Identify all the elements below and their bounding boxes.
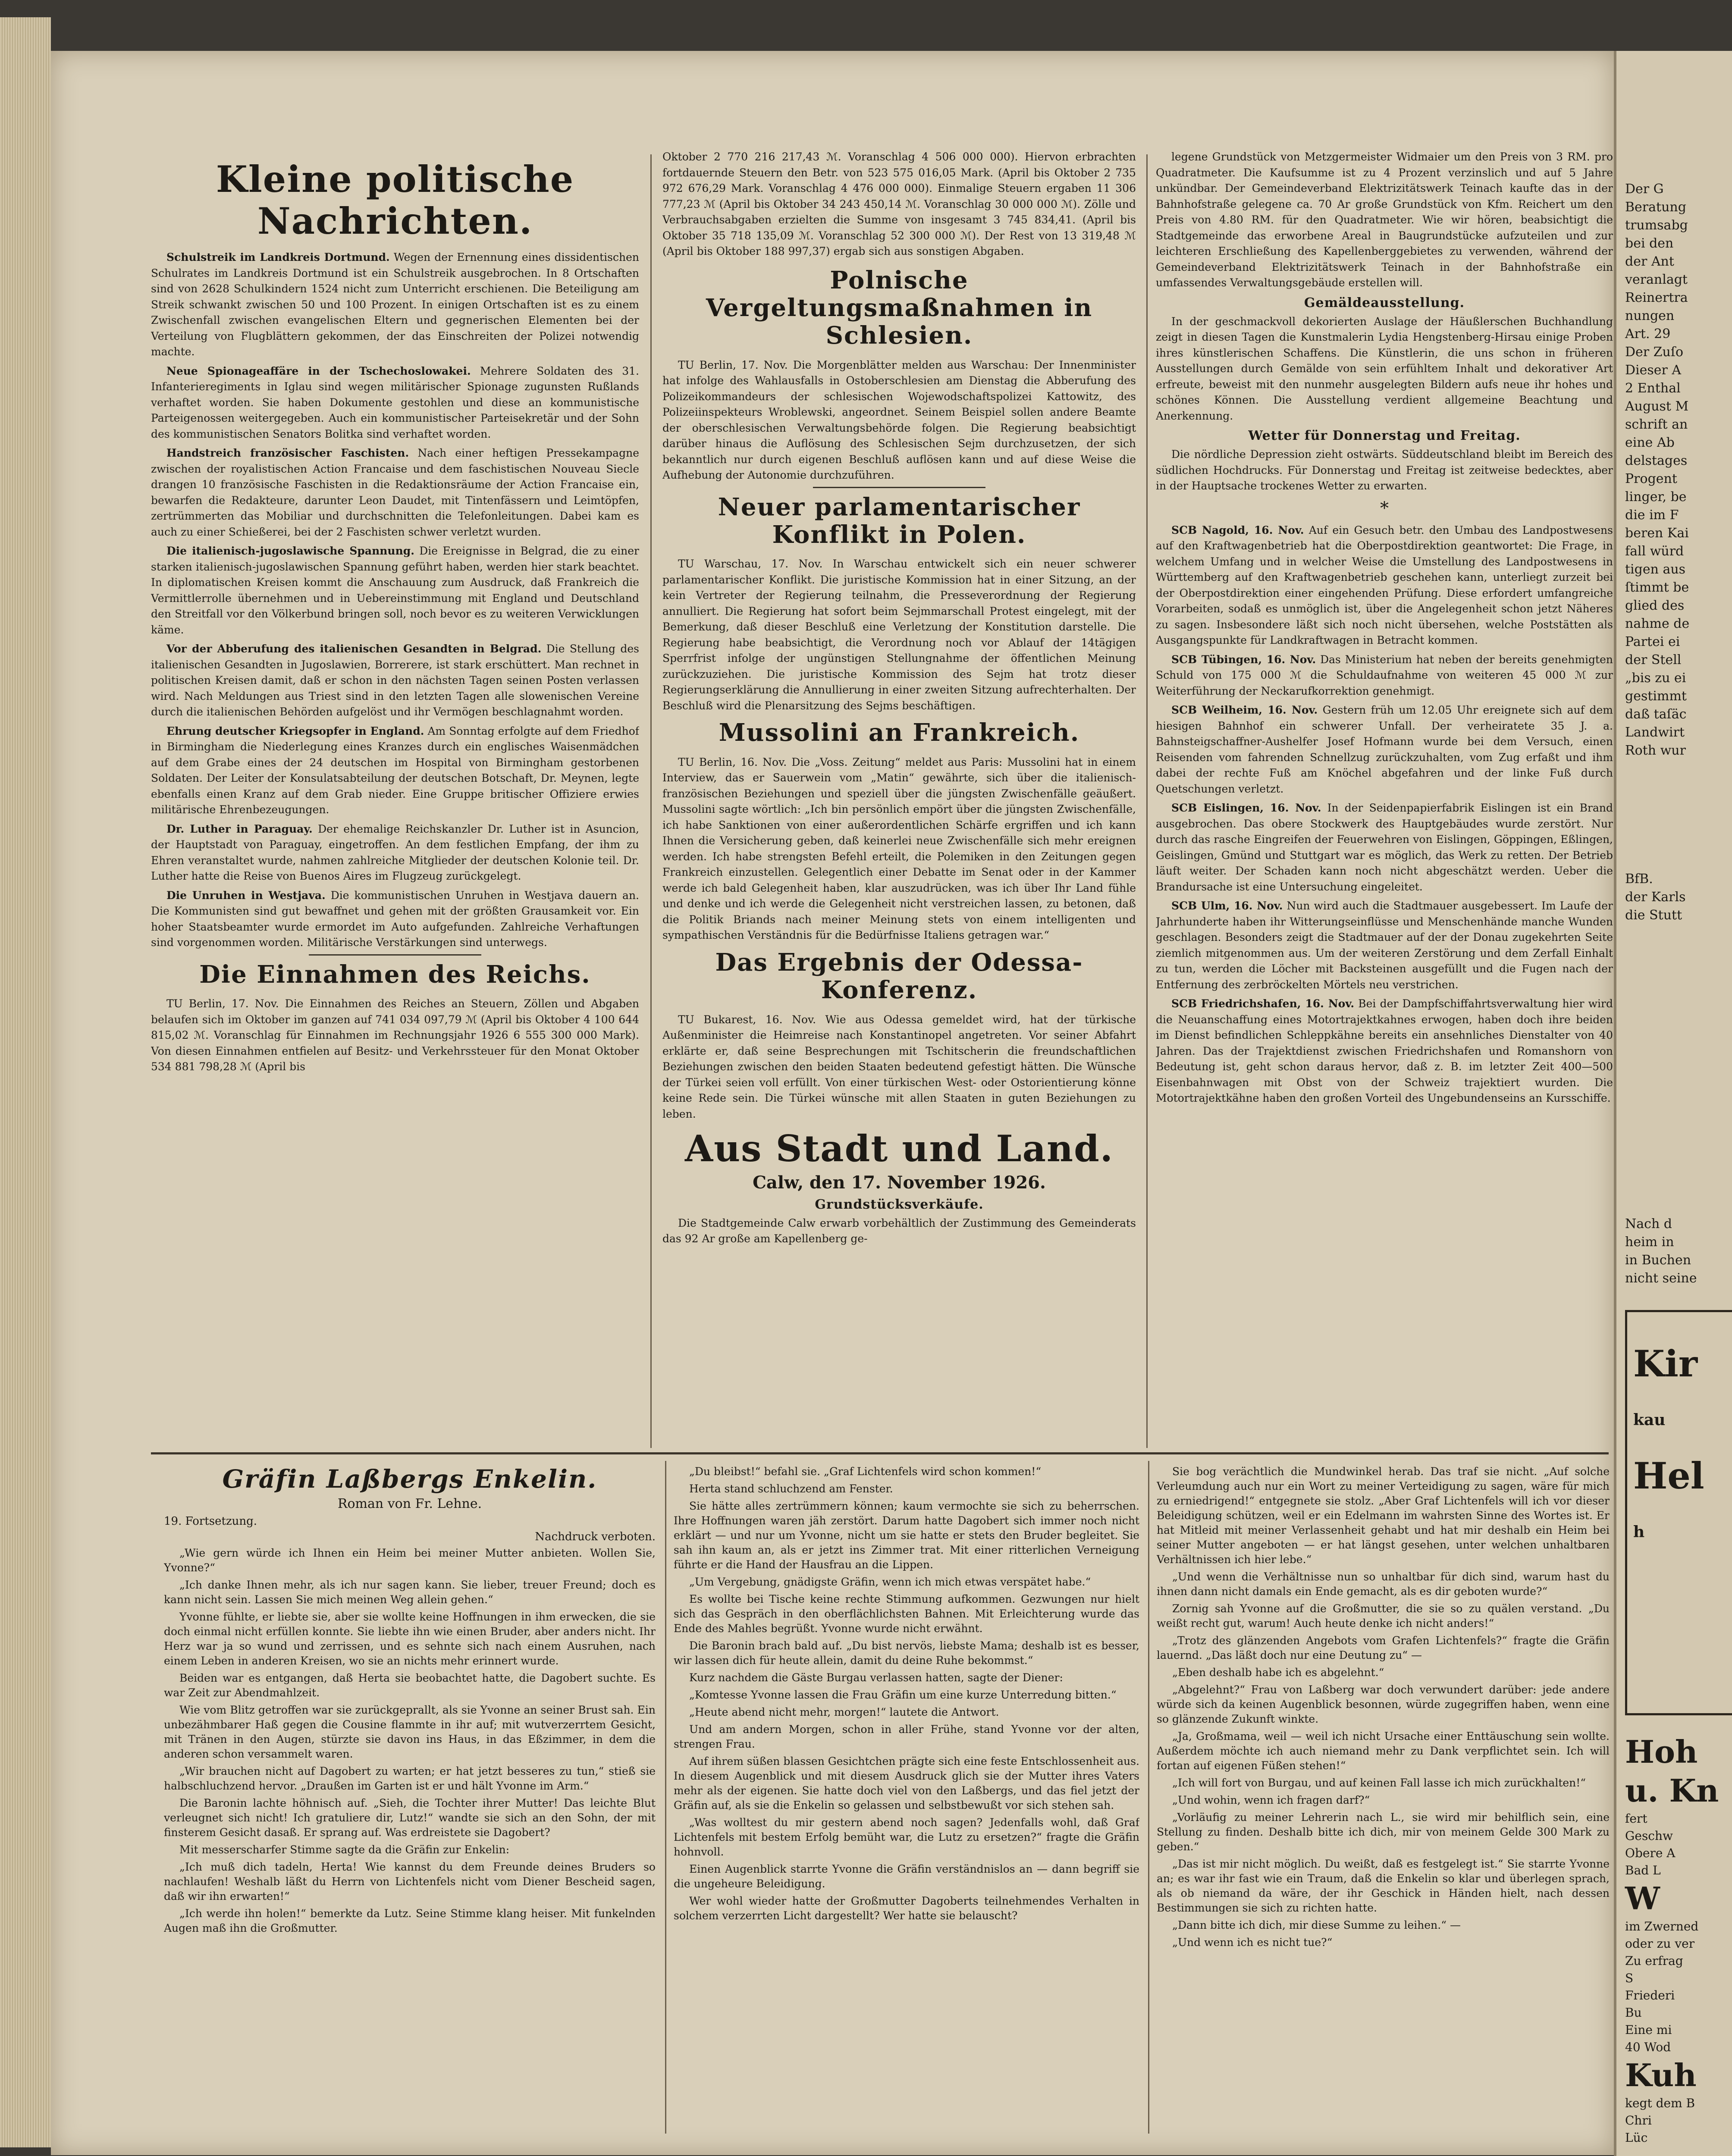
next-page-line: schrift an	[1625, 417, 1688, 432]
novel-paragraph: „Wie gern würde ich Ihnen ein Heim bei meiner Mutter anbieten. Wollen Sie, Yvonne?“	[164, 1547, 656, 1574]
next-page-line: Art. 29	[1625, 326, 1671, 342]
next-page-line: Dieser A	[1625, 363, 1682, 378]
article-paragraph	[151, 724, 639, 818]
next-page-line: ſtimmt be	[1625, 580, 1689, 595]
next-page-line: August M	[1625, 399, 1689, 414]
novel-paragraph: Mit messerscharfer Stimme sagte da die Gräfin zur Enkelin:	[179, 1843, 510, 1856]
next-page-ad-line: Chri	[1625, 2113, 1652, 2128]
next-page-text-low	[1625, 1215, 1697, 1288]
novel-paragraph: Wer wohl wieder hatte der Großmutter Dagoberts teilnehmendes Verhalten in solchem verzerrten Licht dargestellt? Wer hatte sie belauscht?	[674, 1895, 1139, 1922]
next-page-line: fall würd	[1625, 544, 1684, 559]
article-body: Bei der Dampfschiffahrtsverwaltung hier wird die Neuanschaffung eines Motortrajektkahnes erwogen, haben doch ihre beiden im Dienst befindlichen Schleppkähne bereits ein ansehnliches Dienstalter von 40 Jahren. Das der Trajektdienst zwischen Friedrichshafen und Romanshorn von Bedeutung ist, geht schon daraus hervor, daß z. B. im letzter Zeit 400—500 Eisenbahnwagen mit Obst von der Schweiz trajektiert wurden. Die Motortrajektkähne haben den großen Vorteil des Ungebundenseins an Kursschiffe.	[1156, 997, 1613, 1104]
next-page-line: eine Ab	[1625, 435, 1675, 450]
article-lead: Neue Spionageaffäre in der Tschechoslowakei.	[166, 364, 471, 377]
article-lead: SCB Friedrichshafen, 16. Nov.	[1171, 997, 1355, 1010]
col3-ausstellung	[1156, 314, 1613, 424]
next-page-line: Roth wur	[1625, 743, 1686, 758]
next-page-ad-line: Eine mi	[1625, 2023, 1672, 2037]
next-page-ad-line: Kir	[1633, 1342, 1698, 1385]
novel-text-a	[164, 1546, 656, 1936]
article-paragraph: In der geschmackvoll dekorierten Auslage der Häußlerschen Buchhandlung zeigt in diesen Tagen die Kunstmalerin Lydia Hengstenberg-Hirsau einige Proben ihres künstlerischen Schaffens. Die Künstlerin, die uns schon in früheren Ausstellungen durch Gemälde von sein erfühltem Inhalt und dekorativer Art erfreute, beweist mit den nunmehr ausgelegten Bildern aufs neue ihr hohes und schönes Können. Die Ausstellung verdient allgemeine Beachtung und Anerkennung.	[1156, 315, 1613, 422]
novel-installment: 19. Fortsetzung.	[164, 1515, 257, 1528]
next-page-line: Reinertra	[1625, 290, 1688, 305]
column-3	[1156, 149, 1613, 1443]
next-page-line: nicht seine	[1625, 1271, 1697, 1286]
headline-odessa-konferenz: Das Ergebnis der Odessa-Konferenz.	[715, 948, 1083, 1005]
next-page-ad-line: 40 Wod	[1625, 2040, 1671, 2054]
column-1	[151, 159, 639, 1444]
next-page-line: heim in	[1625, 1235, 1674, 1250]
next-page-edge	[1614, 51, 1732, 2156]
novel-column-1	[164, 1464, 656, 2146]
novel-paragraph: Sie bog verächtlich die Mundwinkel herab. Das traf sie nicht. „Auf solche Verleumdung auch nur ein Wort zu meiner Verteidigung zu sagen, wäre für mich zu erniedrigend!“ entgegnete sie stolz. „Aber Graf Lichtenfels will ich vor dieser Beleidigung schützen, weil er ein Edelmann im wahrsten Sinne des Wortes ist. Er hat Mitleid mit meiner Verlassenheit gehabt und hat mir deshalb ein Heim bei seiner Mutter angeboten — er hat längst gesehen, unter welchen unhaltbaren Verhältnissen ich hier lebe.“	[1157, 1465, 1610, 1566]
novel-paragraph: Beiden war es entgangen, daß Herta sie beobachtet hatte, die Dagobert suchte. Es war Zeit zur Abendmahlzeit.	[164, 1672, 656, 1699]
article-body: Nach einer heftigen Pressekampagne zwischen der royalistischen Action Francaise und dem faschistischen Nouveau Siecle drangen 10 französische Faschisten in die Redaktionsräume der Action Francaise ein, bewarfen die Redakteure, darunter Leon Daudet, mit Tintenfässern und Leimtöpfen, zertrümmerten das Mobiliar und durchschnitten die Telefonleitungen. Dabei kam es auch zu einer Schießerei, bei der 2 Faschisten schwer verletzt wurden.	[151, 447, 639, 538]
novel-column-3	[1157, 1464, 1610, 2146]
column-2	[662, 149, 1136, 1443]
page-stack-edge	[0, 17, 51, 2147]
article-lead: SCB Ulm, 16. Nov.	[1171, 899, 1283, 912]
next-page-line: trumsabg	[1625, 218, 1688, 233]
article-paragraph	[151, 888, 639, 951]
article-body: Wegen der Ernennung eines dissidentischen Schulrates im Landkreis Dortmund ist ein Schulstreik ausgebrochen. In 8 Ortschaften sind von 2628 Schulkindern 1524 nicht zum Unterricht erschienen. Die Beteiligung am Streik schwankt zwischen 50 und 100 Prozent. In einigen Ortschaften ist es zu einem Zwischenfall zwischen evangelischen Eltern und gegnerischen Elementen bei der Verteilung von Flugblättern gekommen, der das Einschreiten der Polizei notwendig machte.	[151, 251, 639, 358]
article-lead: Ehrung deutscher Kriegsopfer in England.	[166, 724, 424, 737]
next-page-ad-line: kau	[1633, 1411, 1666, 1429]
next-page-line: der Ant	[1625, 254, 1674, 269]
col3-regional-news	[1156, 523, 1613, 1106]
novel-paragraph: Es wollte bei Tische keine rechte Stimmung aufkommen. Gezwungen nur hielt sich das Gespräch in den oberflächlichsten Bahnen. Mit Erleichterung wurde das Ende des Mahles begrüßt. Yvonne wurde nicht erwähnt.	[674, 1593, 1139, 1635]
novel-paragraph: „Trotz des glänzenden Angebots vom Grafen Lichtenfels?“ fragte die Gräfin lauernd. „Das läßt doch nur eine Deutung zu“ —	[1157, 1634, 1610, 1661]
article-body: Das Ministerium hat neben der bereits genehmigten Schuld von 175 000 ℳ die Schuldaufnahme von weiteren 45 000 ℳ zur Weiterführung der Neckarufkorrektion genehmigt.	[1156, 653, 1613, 697]
headline-kleine-politische-nachrichten: Kleine politische Nachrichten.	[216, 159, 574, 242]
article-body: Auf ein Gesuch betr. den Umbau des Landpostwesens auf den Kraftwagenbetrieb hat die Oberpostdirektion geantwortet: Die Frage, in welchem Umfang und in welcher Weise die Umstellung des Landpostwesens in Württemberg auf den Kraftwagenbetrieb geschehen kann, unterliegt zurzeit bei der Oberpostdirektion einer eingehenden Prüfung. Diese erfordert umfangreiche Vorarbeiten, sodaß es unmöglich ist, über die Angelegenheit schon jetzt Näheres zu sagen. Insbesondere läßt sich noch nicht übersehen, welche Poststätten als Ausgangspunkte für Landkraftwagen in Betracht kommen.	[1156, 523, 1613, 646]
novel-paragraph: „Wir brauchen nicht auf Dagobert zu warten; er hat jetzt besseres zu tun,“ stieß sie halbschluchzend hervor. „Draußen im Garten ist er und hält Yvonne im Arm.“	[164, 1765, 656, 1792]
headline-einnahmen: Die Einnahmen des Reichs.	[199, 960, 591, 989]
section-rule	[813, 487, 985, 488]
next-page-line: veranlagt	[1625, 272, 1688, 287]
article-lead: SCB Nagold, 16. Nov.	[1171, 523, 1304, 536]
next-page-ad-line: W	[1625, 1880, 1660, 1917]
article-lead: SCB Eislingen, 16. Nov.	[1171, 802, 1321, 814]
next-page-ad-text	[1627, 1312, 1732, 1562]
next-page-line: der Karls	[1625, 890, 1686, 905]
novel-paragraph: „Das ist mir nicht möglich. Du weißt, daß es festgelegt ist.“ Sie starrte Yvonne an; es war ihr fast wie ein Traum, daß die Enkelin so klar und überlegen sprach, als ob niemand da wäre, der ihr Geschick in Händen hielt, nach dessen Bestimmungen sie sich zu richten hatte.	[1157, 1858, 1610, 1914]
article-body: Mehrere Soldaten des 31. Infanterieregiments in Iglau sind wegen militärischer Spionage zugunsten Rußlands verhaftet worden. Sie haben Dokumente gestohlen und diese an kommunistische Parteigenossen weitergegeben. Auch ein kommunistischer Parteisekretär und der Sohn des kommunistischen Senators Bolitka sind verhaftet worden.	[151, 364, 639, 440]
novel-text-c	[1157, 1464, 1610, 1950]
next-page-ad-box	[1625, 1310, 1732, 1715]
article-einnahmen-continued: Oktober 2 770 216 217,43 ℳ. Voranschlag 4 506 000 000). Hiervon erbrachten fortdauernde Steuern den Betr. von 523 575 016,05 Mark. (April bis Oktober 2 735 972 676,29 Mark. Voranschlag 4 476 000 000). Einmalige Steuern ergaben 11 306 777,23 ℳ (April bis Oktober 34 243 450,14 ℳ. Voranschlag 30 000 000 ℳ). Zölle und Verbrauchsabgaben erzielten die Summe von insgesamt 3 745 834,41. (April bis Oktober 35 718 135,09 ℳ. Voranschlag 52 300 000 ℳ). Der Rest von 13 319,48 ℳ (April bis Oktober 188 997,37) ergab sich aus sonstigen Abgaben.	[662, 150, 1136, 257]
novel-paragraph: „Heute abend nicht mehr, morgen!“ lautete die Antwort.	[689, 1706, 999, 1718]
article-einnahmen: TU Berlin, 17. Nov. Die Einnahmen des Reiches an Steuern, Zöllen und Abgaben belaufen sich im Oktober im ganzen auf 741 034 097,79 ℳ (April bis Oktober 4 100 644 815,02 ℳ. Voranschlag für Einnahmen im Rechnungsjahr 1926 6 555 300 000 Mark). Von diesen Einnahmen entfielen auf Besitz- und Verkehrssteuer für den Monat Oktober 534 881 798,28 ℳ (April bis	[151, 997, 639, 1073]
novel-paragraph: „Dann bitte ich dich, mir diese Summe zu leihen.“ —	[1172, 1919, 1461, 1931]
article-lead: Handstreich französischer Faschisten.	[166, 447, 409, 460]
next-page-line: „bis zu ei	[1625, 671, 1686, 686]
article-polnische-vergeltung: TU Berlin, 17. Nov. Die Morgenblätter melden aus Warschau: Der Innenminister hat infolge des Wahlausfalls in Ostoberschlesien am Dienstag die Abberufung des Polizeikommandeurs der schlesischen Wojewodschaftspolizei Kattowitz, des Polizeiinspekteurs Wroblewski, angeordnet. Seinem Beispiel sollen andere Beamte der oberschlesischen Verwaltungsbehörde folgen. Die Regierung beabsichtigt darüber hinaus die Auflösung des Schlesischen Sejm durchzusetzen, der sich bekanntlich nur durch eigenen Beschluß auflösen kann und auf diese Weise die Aufhebung der Autonomie durchzuführen.	[662, 358, 1136, 482]
novel-paragraph: „Ja, Großmama, weil — weil ich nicht Ursache einer Enttäuschung sein wollte. Außerdem möchte ich auch niemand mehr zu Dank verpflichtet sein. Ich will fortan auf eigenen Füßen stehen!“	[1157, 1730, 1610, 1772]
novel-paragraph: Die Baronin brach bald auf. „Du bist nervös, liebste Mama; deshalb ist es besser, wir lassen dich für heute allein, damit du deine Ruhe bekommst.“	[674, 1639, 1139, 1667]
article-body: Die Ereignisse in Belgrad, die zu einer starken italienisch-jugoslawischen Spannung geführt haben, werden hier stark beachtet. In diplomatischen Kreisen kommt die Anschauung zum Ausdruck, daß Frankreich die Vermittlerrolle übernehmen und in Uebereinstimmung mit England und Deutschland den Streitfall vor den Völkerbund bringen soll, noch bevor es zu weiteren Verwicklungen käme.	[151, 545, 639, 636]
novel-paragraph: „Und wenn die Verhältnisse nun so unhaltbar für dich sind, warum hast du ihnen dann nicht damals ein Ende gemacht, als es dir geboten wurde?“	[1157, 1570, 1610, 1598]
next-page-ad-line: Kuh	[1625, 2057, 1697, 2093]
novel-paragraph: „Ich werde ihn holen!“ bemerkte da Lutz. Seine Stimme klang heiser. Mit funkelnden Augen maß ihn die Großmutter.	[164, 1907, 656, 1934]
col1-articles	[151, 250, 639, 951]
article-paragraph	[151, 445, 639, 540]
article-paragraph	[1156, 652, 1613, 699]
next-page-line: in Buchen	[1625, 1253, 1691, 1268]
next-page-ad-line: Geschw	[1625, 1829, 1673, 1843]
novel-paragraph: Zornig sah Yvonne auf die Großmutter, die sie so zu quälen verstand. „Du weißt recht gut, warum! Auch heute denke ich nicht anders!“	[1157, 1602, 1610, 1630]
next-page-line: bei den	[1625, 236, 1674, 251]
next-page-line: die Stutt	[1625, 908, 1682, 923]
novel-divider-1	[665, 1461, 666, 2134]
next-page-line: der Stell	[1625, 652, 1682, 667]
novel-column-2	[674, 1464, 1139, 2146]
next-page-text-top	[1625, 180, 1689, 760]
next-page-line: Der G	[1625, 182, 1664, 197]
article-body: Nun wird auch die Stadtmauer ausgebessert. Im Laufe der Jahrhunderte haben ihr Witterungseinflüsse und Menschenhände manche Wunden geschlagen. Besonders zeigt die Stadtmauer auf der der Donau zugekehrten Seite ziemlich mitgenommen aus. Um der weiteren Zerstörung und dem Zerfall Einhalt zu tun, werden die Löcher mit Backsteinen ausgefüllt und die Fugen nach der Entfernung des zerbröckelten Mörtels neu verstrichen.	[1156, 899, 1613, 991]
novel-paragraph: Sie hätte alles zertrümmern können; kaum vermochte sie sich zu beherrschen. Ihre Hoffnungen waren jäh zerstört. Darum hatte Dagobert sich immer noch nicht erklärt — und nur um Yvonne, nicht um sie hatte er stets den Bruder begleitet. Sie sah ihn kaum an, als er jetzt ins Zimmer trat. Mit einer ritterlichen Verneigung führte er die Hand der Hausfrau an die Lippen.	[674, 1500, 1139, 1571]
next-page-line: Progent	[1625, 471, 1677, 486]
headline-polnische-vergeltung: Polnische Vergeltungsmaßnahmen in Schlesien.	[706, 266, 1093, 350]
next-page-ad-line: im Zwerned	[1625, 1919, 1699, 1934]
novel-paragraph: „Ich muß dich tadeln, Herta! Wie kannst du dem Freunde deines Bruders so nachlaufen! Weshalb läßt du Herrn von Lichtenfels nicht vom Diener Bescheid sagen, daß wir ihn erwarten!“	[164, 1861, 656, 1902]
novel-paragraph: „Du bleibst!“ befahl sie. „Graf Lichtenfels wird schon kommen!“	[689, 1465, 1042, 1478]
novel-paragraph: Und am andern Morgen, schon in aller Frühe, stand Yvonne vor der alten, strengen Frau.	[674, 1723, 1139, 1750]
next-page-line: Partei ei	[1625, 634, 1680, 649]
article-paragraph	[1156, 702, 1613, 797]
subhead-wetter: Wetter für Donnerstag und Freitag.	[1248, 428, 1521, 443]
next-page-line: 2 Enthal	[1625, 381, 1681, 396]
next-page-line: beren Kai	[1625, 526, 1689, 541]
novel-byline: Roman von Fr. Lehne.	[337, 1496, 482, 1511]
novel-paragraph: Die Baronin lachte höhnisch auf. „Sieh, die Tochter ihrer Mutter! Das leichte Blut verleugnet sich nicht! Ich gratuliere dir, Lutz!“ wandte sie sich an den Sohn, der mit finsterem Gesicht dasaß. Er sprang auf. Was erdreistete sie Dagobert?	[164, 1797, 656, 1839]
article-paragraph: legene Grundstück von Metzgermeister Widmaier um den Preis von 3 RM. pro Quadratmeter. Die Kaufsumme ist zu 4 Prozent verzinslich und auf 5 Jahre unkündbar. Der Gemeindeverband Elektrizitätswerk Teinach kaufte das in der Bahnhofstraße gelegene ca. 70 Ar große Grundstück von Kfm. Reichert um den Preis von 4.80 RM. für den Quadratmeter. Wie wir hören, beabsichtigt die Stadtgemeinde das erworbene Areal in Baugrundstücke aufzuteilen und zur leichteren Erschließung des Kapellenberggebietes zu verwenden, während der Gemeindeverband Elektrizitätswerk Teinach in der Bahnhofstraße ein umfassendes Verwaltungsgebäude erstellen will.	[1156, 150, 1613, 289]
novel-paragraph: Einen Augenblick starrte Yvonne die Gräfin verständnislos an — dann begriff sie die ungeheure Beleidigung.	[674, 1863, 1139, 1890]
next-page-line: nahme de	[1625, 616, 1690, 631]
next-page-ad-line: Hel	[1633, 1454, 1704, 1497]
novel-paragraph: Herta stand schluchzend am Fenster.	[689, 1482, 893, 1495]
next-page-ad-line: Bad L	[1625, 1863, 1661, 1877]
novel-paragraph: „Abgelehnt?“ Frau von Laßberg war doch verwundert darüber: jede andere würde sich da keinen Augenblick besonnen, würde zugegriffen haben, wenn eine so glänzende Zukunft winkte.	[1157, 1683, 1610, 1725]
headline-mussolini: Mussolini an Frankreich.	[719, 718, 1080, 747]
next-page-ad-line: Obere A	[1625, 1846, 1676, 1860]
novel-paragraph: Wie vom Blitz getroffen war sie zurückgeprallt, als sie Yvonne an seiner Brust sah. Ein unbezähmbarer Haß gegen die Cousine flammte in ihr auf; mit wutverzerrtem Gesicht, mit Tränen in den Augen, stürzte sie davon ins Haus, in das Eßzimmer, in dem die anderen schon versammelt waren.	[164, 1704, 656, 1760]
next-page-ad-line: h	[1633, 1523, 1645, 1541]
reprint-notice: Nachdruck verboten.	[535, 1530, 656, 1543]
next-page-line: BfB.	[1625, 871, 1653, 887]
article-body: Die kommunistischen Unruhen in Westjava dauern an. Die Kommunisten sind gut bewaffnet und gehen mit der größten Grausamkeit vor. Ein hoher Staatsbeamter wurde ermordet im Auto aufgefunden. Zahlreiche Verhaftungen sind vorgenommen worden. Militärische Verstärkungen sind unterwegs.	[151, 889, 639, 949]
novel-paragraph: Kurz nachdem die Gäste Burgau verlassen hatten, sagte der Diener:	[689, 1671, 1063, 1684]
article-mussolini: TU Berlin, 16. Nov. Die „Voss. Zeitung“ meldet aus Paris: Mussolini hat in einem Interview, das er Sauerwein vom „Matin“ gewährte, sich über die italienisch-französischen Beziehungen und speziell über die jüngsten Zwischenfälle geäußert. Mussolini sagte wörtlich: „Ich bin persönlich empört über die jüngsten Zwischenfälle, ich habe Sanktionen von einer außerordentlichen Schärfe ergriffen und ich kann Ihnen die Versicherung geben, daß keinerlei neue Zwischenfälle sich mehr ereignen werden. Ich habe strengsten Befehl erteilt, die Polemiken in den Zeitungen gegen Frankreich einzustellen. Gelegentlich einer Debatte im Senat oder in der Kammer werde ich bald Gelegenheit haben, klar auszudrücken, was ich über Ihr Land fühle und denke und ich werde die Gelegenheit nicht verstreichen lassen, zu betonen, daß die Politik Briands nach meiner Meinung stets von einem intelligenten und sympathischen Verständnis für die Bedürfnisse Italiens getragen war.“	[662, 755, 1136, 942]
next-page-ad-line: kegt dem B	[1625, 2096, 1695, 2110]
novel-paragraph: „Um Vergebung, gnädigste Gräfin, wenn ich mich etwas verspätet habe.“	[689, 1576, 1091, 1588]
novel-paragraph: „Und wenn ich es nicht tue?“	[1172, 1936, 1333, 1949]
article-paragraph	[151, 543, 639, 638]
article-body: Gestern früh um 12.05 Uhr ereignete sich auf dem hiesigen Bahnhof ein schwerer Unfall. Der verheiratete 35 J. a. Bahnsteigschaffner-Aushelfer Josef Hofmann wurde bei dem Versuch, einen Reisenden vom fahrenden Schnellzug zurückzuhalten, vom Zug erfaßt und ihm dabei der rechte Fuß am Knöchel abgefahren und der linke Fuß durch Quetschungen verletzt.	[1156, 704, 1613, 795]
subhead-gemaeldeausstellung: Gemäldeausstellung.	[1304, 295, 1465, 310]
article-paragraph	[151, 364, 639, 442]
next-page-ad-line: Lüc	[1625, 2131, 1648, 2145]
novel-title: Gräfin Laßbergs Enkelin.	[222, 1464, 597, 1494]
headline-parlamentarischer-konflikt: Neuer parlamentarischer Konflikt in Polen.	[718, 492, 1081, 549]
next-page-ad-line: oder zu ver	[1625, 1937, 1695, 1951]
next-page-line: linger, be	[1625, 489, 1687, 505]
novel-paragraph: „Ich will fort von Burgau, und auf keinen Fall lasse ich mich zurückhalten!“	[1172, 1777, 1586, 1789]
next-page-ad-line: Bu	[1625, 2006, 1642, 2020]
next-page-line: tigen aus	[1625, 562, 1686, 577]
next-page-text-mid	[1625, 870, 1685, 924]
headline-aus-stadt-und-land: Aus Stadt und Land.	[684, 1127, 1114, 1170]
article-parlamentarischer-konflikt: TU Warschau, 17. Nov. In Warschau entwickelt sich ein neuer schwerer parlamentarischer Konflikt. Die juristische Kommission hat in einer Sitzung, an der kein Vertreter der Regierung teilnahm, die Presseverordnung der Regierung annulliert. Die Regierung hat sofort beim Sejmmarschall Protest eingelegt, mit der Bemerkung, daß dieser Beschluß eine Verletzung der Konstitution darstelle. Die Regierung habe beabsichtigt, die Verordnung noch vor Ablauf der 14tägigen Sperrfrist infolge der ungünstigen Stellungnahme der öffentlichen Meinung zurückzuziehen. Die juristische Kommission des Sejm hat trotz dieser Regierungserklärung die Annullierung in einer zweiten Sitzung aufrechterhalten. Der Beschluß wird die Plenarsitzung des Sejms beschäftigen.	[662, 558, 1136, 712]
article-paragraph	[1156, 996, 1613, 1106]
next-page-ad-line: Zu erfrag	[1625, 1954, 1683, 1968]
next-page-line: die im F	[1625, 508, 1679, 523]
article-lead: SCB Tübingen, 16. Nov.	[1171, 653, 1316, 666]
next-page-ads-lower	[1625, 1733, 1719, 2147]
subhead-grundstuecksverkaeufe: Grundstücksverkäufe.	[815, 1197, 984, 1212]
article-body: In der Seidenpapierfabrik Eislingen ist ein Brand ausgebrochen. Das obere Stockwerk des Hauptgebäudes wurde zerstört. Nur durch das rasche Eingreifen der Feuerwehren von Eislingen, Göppingen, Eßlingen, Geislingen, Gmünd und Stuttgart war es möglich, das Werk zu retten. Der Betrieb läuft weiter. Der Schaden kann noch nicht abgeschätzt werden. Ueber die Brandursache ist eine Untersuchung eingeleitet.	[1156, 802, 1613, 893]
novel-paragraph: „Komtesse Yvonne lassen die Frau Gräfin um eine kurze Unterredung bitten.“	[689, 1689, 1117, 1701]
article-grundstuecksverkaeufe: Die Stadtgemeinde Calw erwarb vorbehältlich der Zustimmung des Gemeinderats das 92 Ar große am Kapellenberg ge-	[662, 1216, 1136, 1245]
dateline: Calw, den 17. November 1926.	[753, 1172, 1046, 1193]
next-page-ad-line: Friederi	[1625, 1988, 1675, 2002]
newspaper-page	[51, 51, 1614, 2155]
article-paragraph	[151, 250, 639, 360]
article-body: Die Stellung des italienischen Gesandten in Jugoslawien, Borrerere, ist stark erschüttert. Man rechnet in politischen Kreisen damit, daß er schon in den nächsten Tagen seinen Posten verlassen wird. Nach Meldungen aus Triest sind in den letzten Tagen alle slowenischen Vereine durch die italienischen Behörden aufgelöst und ihr Vermögen beschlagnahmt worden.	[151, 642, 639, 718]
novel-paragraph: „Eben deshalb habe ich es abgelehnt.“	[1172, 1666, 1384, 1679]
article-lead: SCB Weilheim, 16. Nov.	[1171, 704, 1318, 716]
article-paragraph	[1156, 800, 1613, 895]
next-page-line: delstages	[1625, 453, 1688, 468]
feuilleton-rule	[151, 1452, 1609, 1454]
article-paragraph: Die nördliche Depression zieht ostwärts. Süddeutschland bleibt im Bereich des südlichen Hochdrucks. Für Donnerstag und Freitag ist zeitweise bedecktes, aber in der Hauptsache trockenes Wetter zu erwarten.	[1156, 448, 1613, 492]
next-page-line: glied des	[1625, 598, 1685, 613]
article-paragraph	[151, 641, 639, 720]
section-rule	[309, 954, 481, 956]
article-lead: Dr. Luther in Paraguay.	[166, 822, 313, 835]
next-page-line: Beratung	[1625, 200, 1686, 215]
article-lead: Die italienisch-jugoslawische Spannung.	[166, 545, 414, 558]
article-lead: Die Unruhen in Westjava.	[166, 889, 326, 902]
article-paragraph	[151, 821, 639, 884]
next-page-ad-line: Hoh	[1625, 1733, 1698, 1770]
novel-paragraph: Yvonne fühlte, er liebte sie, aber sie wollte keine Hoffnungen in ihm erwecken, die sie doch einmal nicht erfüllen konnte. Sie liebte ihn wie einen Bruder, aber anders nicht. Ihr Herz war ja so wund und zerrissen, und es sehnte sich nach einem Ausruhen, nach einem Leben in anderen Kreisen, wo sie an nichts mehr erinnert wurde.	[164, 1611, 656, 1667]
col3-grundstueck	[1156, 149, 1613, 291]
next-page-line: Landwirt	[1625, 725, 1685, 740]
next-page-line: nungen	[1625, 308, 1675, 323]
next-page-line: Nach d	[1625, 1216, 1672, 1232]
article-lead: Schulstreik im Landkreis Dortmund.	[166, 251, 390, 264]
next-page-line: Der Zuſo	[1625, 345, 1684, 360]
novel-paragraph: „Ich danke Ihnen mehr, als ich nur sagen kann. Sie lieber, treuer Freund; doch es kann nicht sein. Lassen Sie mich meinen Weg allein gehen.“	[164, 1579, 656, 1606]
novel-text-b	[674, 1464, 1139, 1923]
next-page-line: daß taſäc	[1625, 707, 1687, 722]
article-paragraph	[1156, 898, 1613, 993]
section-star: *	[1380, 498, 1389, 518]
novel-paragraph: „Vorläufig zu meiner Lehrerin nach L., sie wird mir behilflich sein, eine Stellung zu finden. Deshalb bitte ich dich, mir von meinem Gelde 300 Mark zu geben.“	[1157, 1811, 1610, 1853]
novel-paragraph: Auf ihrem süßen blassen Gesichtchen prägte sich eine feste Entschlossenheit aus. In diesem Augenblick und mit diesem Ausdruck glich sie der Mutter ihres Vaters mehr als der eigenen. Sie hatte doch viel von den Laßbergs, und das fiel jetzt der Gräfin auf, als sie die Enkelin so gelassen und selbstbewußt vor sich stehen sah.	[674, 1755, 1139, 1811]
next-page-ad-line: u. Kn	[1625, 1772, 1719, 1809]
next-page-ad-line: fert	[1625, 1811, 1647, 1826]
next-page-ad-line: S	[1625, 1971, 1634, 1985]
column-divider-1	[650, 154, 652, 1448]
novel-paragraph: „Und wohin, wenn ich fragen darf?“	[1172, 1794, 1370, 1806]
article-odessa-konferenz: TU Bukarest, 16. Nov. Wie aus Odessa gemeldet wird, hat der türkische Außenminister die Heimreise nach Konstantinopel angetreten. Vor seiner Abfahrt erklärte er, daß seine Besprechungen mit Tschitscherin die freundschaftlichen Beziehungen zwischen den beiden Staaten bedeutend gefestigt hätten. Die Wünsche der Türkei seien voll erfüllt. Von einer türkischen West- oder Ostorientierung könne keine Rede sein. Die Türkei wünsche mit allen Staaten in guten Beziehungen zu leben.	[662, 1013, 1136, 1120]
article-paragraph	[1156, 523, 1613, 649]
article-lead: Vor der Abberufung des italienischen Gesandten in Belgrad.	[166, 642, 542, 655]
next-page-line: gestimmt	[1625, 689, 1687, 704]
article-body: Der ehemalige Reichskanzler Dr. Luther ist in Asuncion, der Hauptstadt von Paraguay, eingetroffen. An dem festlichen Empfang, der ihm zu Ehren veranstaltet wurde, nahmen zahlreiche Mitglieder der deutschen Kolonie teil. Dr. Luther hatte die Reise von Buenos Aires im Flugzeug zurückgelegt.	[151, 822, 639, 883]
col3-wetter	[1156, 447, 1613, 494]
novel-paragraph: „Was wolltest du mir gestern abend noch sagen? Jedenfalls wohl, daß Graf Lichtenfels mit bestem Erfolg bemüht war, die Lutz zu ersetzen?“ fragte die Gräfin hohnvoll.	[674, 1816, 1139, 1858]
novel-divider-2	[1148, 1461, 1149, 2134]
column-divider-2	[1146, 154, 1148, 1448]
article-body: Am Sonntag erfolgte auf dem Friedhof in Birmingham die Niederlegung eines Kranzes durch ein englisches Waisenmädchen auf dem Grabe eines der 24 deutschen im Hospital von Birmingham gestorbenen Soldaten. Der Leiter der Konsulatsabteilung der deutschen Botschaft, Dr. Meynen, legte ebenfalls einen Kranz auf dem Grab nieder. Eine Gruppe britischer Offiziere erwies militärische Ehrenbezeugungen.	[151, 724, 639, 816]
